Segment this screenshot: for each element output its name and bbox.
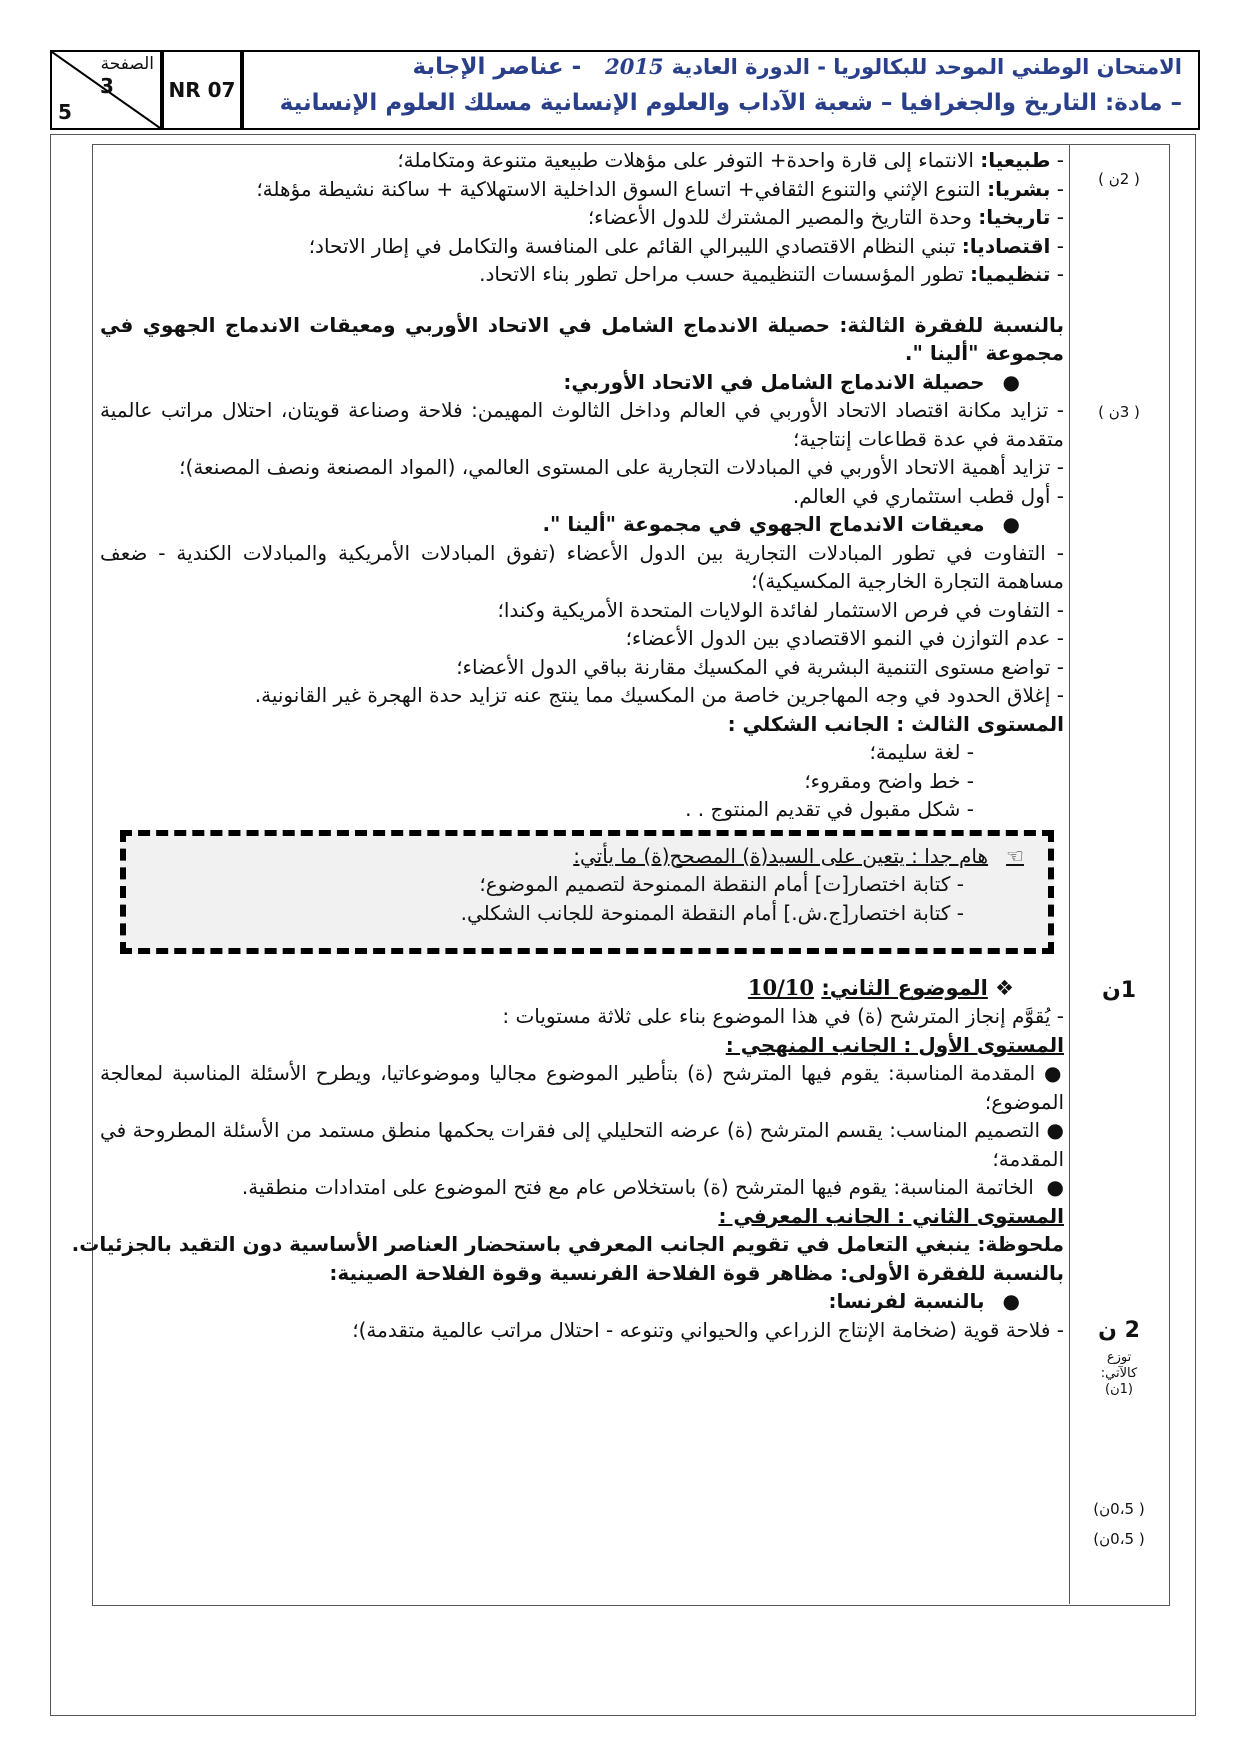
france-line1: - فلاحة قوية (ضخامة الإنتاج الزراعي والحيواني وتنوعه - احتلال مراتب عالمية متقدمة)؛ (352, 1317, 1064, 1342)
marks-column-divider (1069, 144, 1070, 1604)
sec1-line-nature: - طبيعيا: الانتماء إلى قارة واحدة+ التوفر على مؤهلات طبيعية متنوعة ومتكاملة؛ (397, 148, 1064, 172)
nafta-line1: - التفاوت في تطور المبادلات التجارية بين الدول الأعضاء (تفوق المبادلات الأمريكية والمبادلات الكندية - ضعف مساهمة التجارة الخارجية المكسيكية)؛ (100, 540, 1064, 593)
topic2-intro: - يُقوَّم إنجاز المترشح (ة) في هذا الموضوع بناء على ثلاثة مستويات : (502, 1004, 1064, 1028)
nafta-line4: - تواضع مستوى التنمية البشرية في المكسيك مقارنة بباقي الدول الأعضاء؛ (456, 654, 1064, 679)
title-answers: - عناصر الإجابة (412, 54, 582, 80)
bullet-eu-result: ●حصيلة الاندماج الشامل في الاتحاد الأوربي: (563, 369, 1020, 394)
eu-result-line1: - تزايد مكانة اقتصاد الاتحاد الأوربي في العالم وداخل الثالوث المهيمن: فلاحة وصناعة قويتان، احتلال مراتب عالمية متقدمة في عدة قطاعات إنتاجية؛ (100, 398, 1064, 451)
mark-half-1: ( 0،5ن) (1093, 1500, 1145, 1518)
page-label: الصفحة (100, 54, 154, 74)
bullet-nafta-obstacles: ●معيقات الاندماج الجهوي في مجموعة "ألينا ". (542, 512, 1020, 536)
mark-dist-2: كالآتي: (1100, 1366, 1138, 1381)
sec1-line-history: - تاريخيا: وحدة التاريخ والمصير المشترك للدول الأعضاء؛ (587, 205, 1064, 229)
level3-line1: - لغة سليمة؛ (869, 740, 974, 764)
eu-result-line3: - أول قطب استثماري في العالم. (792, 483, 1064, 508)
sec1-line-economy: - اقتصاديا: تبني النظام الاقتصادي الليبرالي القائم على المنافسة والتكامل في إطار الاتحاد؛ (308, 233, 1064, 258)
method-conclusion: ● الخاتمة المناسبة: يقوم فيها المترشح (ة) باستخلاص عام مع فتح الموضوع على امتدادات منطقية. (241, 1175, 1064, 1199)
note-line2: - كتابة اختصار[ج.ش.] أمام النقطة الممنوحة للجانب الشكلي. (460, 900, 964, 925)
title-year: 2015 (605, 54, 664, 79)
bullet-france: ●بالنسبة لفرنسا: (828, 1289, 1020, 1313)
knowledge-remark: ملحوظة: ينبغي التعامل في تقويم الجانب المعرفي باستحضار العناصر الأساسية دون التقيد بالجزئيات. (71, 1232, 1064, 1256)
exam-title-line2: – مادة: التاريخ والجغرافيا – شعبة الآداب والعلوم الإنسانية مسلك العلوم الإنسانية (279, 90, 1182, 116)
answer-content (71, 146, 1065, 1344)
title-session: الامتحان الوطني الموحد للبكالوريا - الدورة العادية (671, 55, 1182, 79)
method-plan: ● التصميم المناسب: يقسم المترشح (ة) عرضه التحليلي إلى فقرات يحكمها منطق مستمد من الأسئلة المطروحة في المقدمة؛ (100, 1118, 1065, 1171)
level3-heading: المستوى الثالث : الجانب الشكلي : (727, 711, 1064, 736)
page-number: 3 (100, 74, 114, 98)
sec1-line-organization: - تنظيميا: تطور المؤسسات التنظيمية حسب مراحل تطور بناء الاتحاد. (479, 262, 1064, 286)
topic2-title: ❖ الموضوع الثاني: 10/10 (747, 974, 1014, 1000)
mark-3pts: ( 3ن ) (1098, 403, 1140, 421)
nafta-line5: - إغلاق الحدود في وجه المهاجرين خاصة من المكسيك مما ينتج عنه تزايد حدة الهجرة غير القانونية. (254, 683, 1064, 707)
page-number-box (50, 50, 162, 130)
exam-title-box (242, 50, 1200, 130)
nafta-line2: - التفاوت في فرص الاستثمار لفائدة الولايات المتحدة الأمريكية وكندا؛ (497, 597, 1064, 622)
mark-dist-1: توزع (1106, 1350, 1132, 1365)
exam-title-line1 (413, 54, 1182, 80)
level3-line2: - خط واضح ومقروء؛ (804, 768, 974, 793)
level3-line3: - شكل مقبول في تقديم المنتوج . . (685, 797, 974, 821)
pointing-hand-icon: ☜ (1006, 843, 1024, 868)
mark-2pts: ( 2ن ) (1098, 170, 1140, 188)
star-icon: ❖ (995, 975, 1014, 1000)
total-pages: 5 (58, 100, 72, 124)
eu-result-line2: - تزايد أهمية الاتحاد الأوربي في المبادلات التجارية على المستوى العالمي، (المواد المصنعة ونصف المصنعة)؛ (179, 455, 1064, 479)
important-note-box (120, 830, 1054, 954)
exam-code: NR 07 (162, 50, 242, 130)
sec1-line-human: - بشريا: التنوع الإثني والتنوع الثقافي+ اتساع السوق الداخلية الاستهلاكية + ساكنة نشيطة مؤهلة؛ (256, 176, 1064, 201)
note-line1: - كتابة اختصار[ت] أمام النقطة الممنوحة لتصميم الموضوع؛ (479, 872, 964, 896)
note-title: ☜هام جدا : يتعين على السيد(ة) المصحح(ة) ما يأتي: (573, 843, 1024, 868)
mark-dist-3: (1ن) (1105, 1382, 1133, 1397)
mark-half-2: ( 0،5ن) (1093, 1530, 1145, 1548)
level2-heading: المستوى الثاني : الجانب المعرفي : (718, 1203, 1064, 1228)
nafta-line3: - عدم التوازن في النمو الاقتصادي بين الدول الأعضاء؛ (625, 626, 1064, 650)
level1-heading: المستوى الأول : الجانب المنهجي : (725, 1032, 1064, 1057)
section-heading-para3: بالنسبة للفقرة الثالثة: حصيلة الاندماج الشامل في الاتحاد الأوربي ومعيقات الاندماج الجهوي في مجموعة "ألينا ". (100, 312, 1064, 365)
mark-2pts-method: 2 ن (1098, 1318, 1140, 1343)
para1-heading: بالنسبة للفقرة الأولى: مظاهر قوة الفلاحة الفرنسية وقوة الفلاحة الصينية: (329, 1260, 1064, 1285)
mark-1pt: 1ن (1101, 978, 1137, 1003)
mark-distribution (1072, 1350, 1166, 1398)
method-intro: ● المقدمة المناسبة: يقوم فيها المترشح (ة) بتأطير الموضوع مجاليا وموضوعاتيا، ويطرح الأسئلة المناسبة لمعالجة الموضوع؛ (100, 1061, 1064, 1114)
